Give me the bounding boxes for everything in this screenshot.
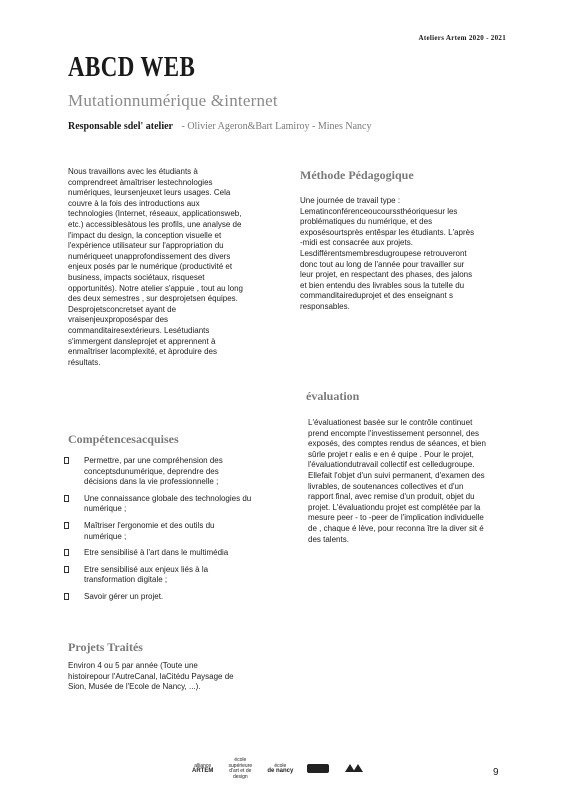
logo-text: de nancy (267, 768, 294, 774)
competences-list (64, 456, 252, 609)
logo-text: école supérieure d'art et de design (228, 757, 253, 780)
methode-heading: Méthode Pédagogique (300, 168, 414, 182)
alliance-artem-logo (192, 764, 213, 775)
logo-text: ARTEM (192, 768, 214, 774)
header-course-year: Ateliers Artem 2020 - 2021 (418, 34, 506, 42)
evaluation-heading: évaluation (306, 389, 360, 403)
page-title: ABCD WEB (68, 52, 196, 83)
competence-text: Etre sensibilisé à l'art dans le multimédia (84, 548, 229, 558)
intro-paragraph: Nous travaillons avec les étudiants à comprendreet àmaîtriser lestechnologies numériques, leursenjeuxet leurs usages. Cela couvre à la fois des introductions aux technologies (Internet, réseaux, applicationsweb, etc.) accessiblesàtous les profils, une analyse de l'impact du design, la conception visuelle et l'expérience utilisateur sur l'appropriation du numériqueet unapprofondissement des divers enjeux posés par le numérique (productivité et business, impacts sociétaux, risqueset opportunités). Notre atelier s'appuie , tout au long des deux semestres , sur desprojetsen équipes. Desprojetsconcretset ayant de vraisenjeuxproposéspar des commanditairesextérieurs. Lesétudiants s'immergent dansleprojet et apprennent à enmaîtriser lacomplexité, et àproduire des résultats. (68, 167, 243, 367)
list-item (64, 456, 252, 488)
competence-text: Maîtriser l'ergonomie et des outils du numérique ; (84, 520, 215, 541)
responsable-row (68, 121, 371, 132)
page-subtitle: Mutationnumérique &internet (68, 91, 278, 110)
bullet-icon (64, 593, 69, 600)
projets-heading: Projets Traités (68, 640, 143, 654)
bullet-icon (64, 566, 69, 573)
bullet-icon (64, 549, 69, 556)
list-item (64, 592, 252, 603)
bullet-icon (64, 457, 69, 464)
mines-nancy-logo (343, 763, 367, 776)
list-item (64, 494, 252, 515)
projets-paragraph: Environ 4 ou 5 par année (Toute une histoirepour l'AutreCanal, laCitédu Paysage de Sion, Musée de l'Ecole de Nancy, ...). (68, 661, 234, 692)
bullet-icon (64, 522, 69, 529)
competences-heading: Compétencesacquises (68, 432, 179, 446)
list-item (64, 565, 252, 586)
bullet-icon (64, 495, 69, 502)
mines-logo (307, 764, 329, 774)
list-item (64, 548, 252, 559)
evaluation-paragraph: L'évaluationest basée sur le contrôle continuet prend encompte l'investissement personnel, des exposés, des comptes rendus de séances, et bien sûrle projet r ealis e en é quipe . Pour le projet, l'évaluationdutravail collectif est celledugroupe. Ellefait l'objet d'un suivi permanent, d'examen des livrables, de soutenances collectives et d'un rapport final, avec remise d'un produit, objet du projet. L'évaluationdu projet est complétée par la mesure peer - to -peer de l'implication individuelle de , chaque é lève, pour reconna ître la diver sit é des talents. (308, 418, 486, 544)
page-number: 9 (493, 767, 499, 778)
competence-text: Une connaissance globale des technologies du numérique ; (84, 493, 252, 514)
ecole-superieure-art-design-logo (227, 758, 253, 780)
logo-text: école (274, 762, 287, 769)
list-item (64, 521, 252, 542)
responsable-names: - Olivier Ageron&Bart Lamiroy - Mines Nancy (181, 121, 372, 132)
competence-text: Savoir gérer un projet. (84, 591, 164, 601)
icn-logo (267, 764, 293, 775)
responsable-label: Responsable sdel' atelier (68, 121, 173, 132)
mines-nancy-mark-icon (343, 763, 367, 773)
methode-paragraph: Une journée de travail type : Lematinconférenceoucourssthéoriquesur les problématiques du numérique, et des exposésourtsprès entêspar les étudiants. L'après -midi est consacrée aux projets. Lesdifférentsmembresdugroupese retrouveront donc tout au long de l'année pour travailler sur leur projet, en respectant des phases, des jalons et bien entendu des livrables sous la tutelle du commanditaireduprojet et des enseignant s responsables. (300, 196, 475, 311)
competence-text: Etre sensibilisé aux enjeux liés à la transformation digitale ; (84, 564, 209, 585)
footer-logos (192, 758, 367, 780)
competence-text: Permettre, par une compréhension des conceptsdunumérique, deprendre des décisions dans la vie professionnelle ; (84, 456, 223, 487)
logo-text: alliance (194, 762, 212, 769)
